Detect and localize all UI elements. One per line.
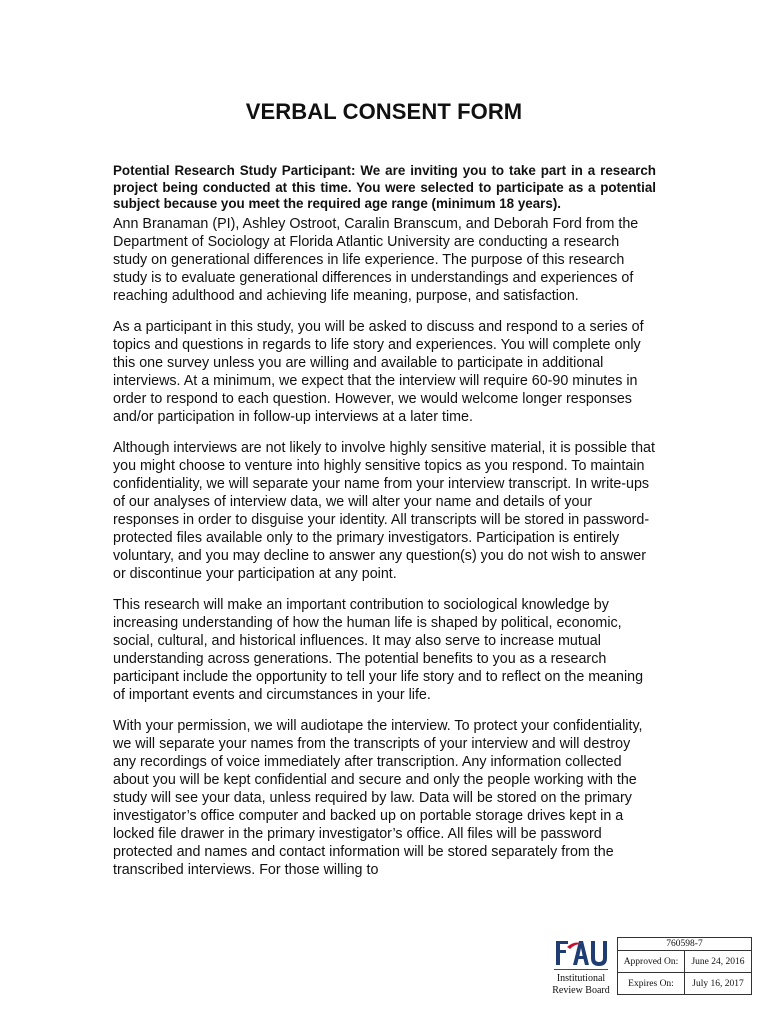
intro-paragraph: Potential Research Study Participant: We are inviting you to take part in a research project being conducted at this time. You were selected to participate as a potential subject because you meet the required age range (minimum 18 years).: [113, 163, 656, 211]
paragraph-study-description: Ann Branaman (PI), Ashley Ostroot, Caralin Branscum, and Deborah Ford from the Department of Sociology at Florida Atlantic University are conducting a research study on generational differences in life experience. The purpose of this research study is to evaluate generational differences in understandings and experiences of reaching adulthood and achieving life meaning, purpose, and satisfaction.: [113, 215, 639, 304]
document-body: [113, 163, 656, 892]
expires-label: Expires On:: [618, 973, 685, 995]
paragraph-benefits: This research will make an important contribution to sociological knowledge by increasing understanding of how the human life is shaped by political, economic, social, cultural, and historical influences. It may also serve to increase mutual understanding across generations. The potential benefits to you as a research participant include the opportunity to tell your life story and to reflect on the meaning of important events and circumstances in your life.: [113, 596, 644, 703]
logo-caption-line2: Review Board: [552, 985, 610, 996]
protocol-id: 760598-7: [618, 938, 752, 951]
paragraph-confidentiality: Although interviews are not likely to involve highly sensitive material, it is possible that you might choose to venture into highly sensitive topics as you respond. To maintain confidentiality, we will separate your name from your interview transcript. In write-ups of our analyses of interview data, we will alter your name and details of your responses in order to disguise your identity. All transcripts will be stored in password-protected files available only to the primary investigators. Participation is entirely voluntary, and you may decline to answer any question(s) you do not wish to answer or discontinue your participation at any point.: [113, 439, 655, 582]
approved-label: Approved On:: [618, 951, 685, 973]
irb-approval-stamp: [617, 937, 752, 995]
logo-divider: [554, 969, 608, 970]
approved-date: June 24, 2016: [685, 951, 752, 973]
fau-logo-icon: [553, 938, 609, 968]
logo-caption-line1: Institutional: [556, 973, 606, 984]
paragraph-audiotape: With your permission, we will audiotape the interview. To protect your confidentiality, we will separate your names from the transcripts of your interview and will destroy any recordings of voice immediately after transcription. Any information collected about you will be kept confidential and secure and only the people working with the study will see your data, unless required by law. Data will be stored on the primary investigator’s office computer and backed up on portable storage drives kept in a locked file drawer in the primary investigator’s office. All files will be password protected and names and contact information will be stored separately from the transcribed interviews. For those willing to: [113, 717, 643, 878]
fau-irb-logo: [549, 938, 613, 997]
paragraph-participation: As a participant in this study, you will be asked to discuss and respond to a series of topics and questions in regards to life story and experiences. You will complete only this one survey unless you are willing and available to participate in additional interviews. At a minimum, we expect that the interview will require 60-90 minutes in order to respond to each question. However, we would welcome longer responses and/or participation in follow-up interviews at a later time.: [113, 318, 644, 425]
expires-date: July 16, 2017: [685, 973, 752, 995]
document-title: VERBAL CONSENT FORM: [245, 99, 523, 124]
